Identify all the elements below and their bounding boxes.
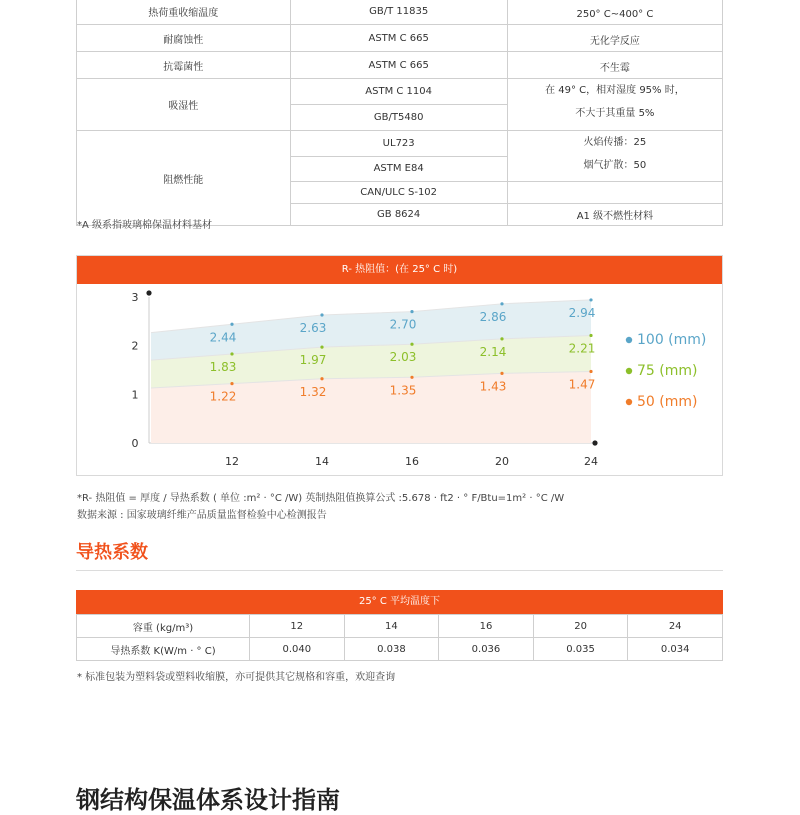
data-point bbox=[500, 302, 503, 305]
section-title: 导热系数 bbox=[76, 542, 148, 563]
x-tick-label: 14 bbox=[315, 455, 329, 468]
data-label: 1.22 bbox=[209, 389, 237, 404]
density-value: 24 bbox=[628, 615, 723, 638]
spec-standard: CAN/ULC S-102 bbox=[290, 182, 507, 204]
spec-property: 耐腐蚀性 bbox=[77, 25, 291, 52]
spec-standard: ASTM C 665 bbox=[290, 25, 507, 52]
legend-label: 100 (mm) bbox=[637, 332, 707, 348]
spec-result: 250° C~400° C bbox=[507, 0, 722, 25]
data-point bbox=[230, 323, 233, 326]
chart-note-formula: *R- 热阻值 = 厚度 / 导热系数 ( 单位 :m² · °C /W) 英制热阻值换算公式 :5.678 · ft2 · ° F/Btu=1m² · °C /W bbox=[77, 493, 565, 504]
data-point bbox=[230, 382, 233, 385]
data-point bbox=[410, 343, 413, 346]
table-row bbox=[77, 0, 723, 25]
table-row bbox=[77, 638, 723, 661]
conductivity-value: 0.040 bbox=[250, 638, 345, 661]
r-value-chart bbox=[76, 255, 723, 476]
data-label: 2.70 bbox=[389, 317, 417, 332]
data-point bbox=[589, 334, 592, 337]
data-point bbox=[410, 310, 413, 313]
table-row bbox=[77, 52, 723, 79]
data-point bbox=[320, 377, 323, 380]
spec-result-line: 不大于其重量 5% bbox=[575, 108, 655, 119]
chart-note-source: 数据来源 : 国家玻璃纤维产品质量监督检验中心检测报告 bbox=[77, 510, 327, 521]
spec-standard: GB/T 11835 bbox=[290, 0, 507, 25]
y-tick-label: 1 bbox=[131, 388, 139, 402]
data-label: 1.32 bbox=[299, 384, 327, 399]
spec-result bbox=[507, 182, 722, 204]
table-row bbox=[77, 131, 723, 157]
spec-table bbox=[76, 0, 723, 226]
data-point bbox=[500, 337, 503, 340]
y-tick-label: 3 bbox=[131, 291, 139, 304]
data-point bbox=[589, 370, 592, 373]
spec-standard: ASTM C 665 bbox=[290, 52, 507, 79]
note-base: *A 级系指玻璃棉保温材料基材 bbox=[77, 220, 213, 231]
legend-label: 75 (mm) bbox=[637, 363, 698, 379]
data-label: 2.03 bbox=[389, 350, 417, 365]
axis-end-dot bbox=[592, 440, 597, 445]
data-label: 1.97 bbox=[299, 353, 327, 368]
x-tick-label: 12 bbox=[225, 455, 239, 468]
spec-property: 热荷重收缩温度 bbox=[77, 0, 291, 25]
packaging-note: * 标准包装为塑料袋或塑料收缩膜，亦可提供其它规格和容重，欢迎查询 bbox=[77, 672, 396, 683]
data-point bbox=[320, 313, 323, 316]
density-label: 容重 (kg/m³) bbox=[77, 615, 250, 638]
y-tick-label: 2 bbox=[131, 339, 139, 353]
density-value: 16 bbox=[439, 615, 534, 638]
spec-standard: GB/T5480 bbox=[290, 105, 507, 131]
conductivity-grid bbox=[76, 614, 723, 661]
data-label: 1.47 bbox=[568, 377, 596, 392]
spec-result: A1 级不燃性材料 bbox=[507, 204, 722, 226]
data-label: 2.94 bbox=[568, 305, 596, 320]
divider bbox=[76, 570, 723, 571]
legend-label: 50 (mm) bbox=[637, 394, 698, 410]
spec-standard: ASTM E84 bbox=[290, 156, 507, 182]
spec-standard: GB 8624 bbox=[290, 204, 507, 226]
spec-result: 不生霉 bbox=[507, 52, 722, 79]
spec-result bbox=[507, 131, 722, 182]
chart-plot bbox=[77, 284, 722, 475]
chart-header: R- 热阻值：(在 25° C 时) bbox=[77, 256, 722, 284]
spec-result-line: 烟气扩散：50 bbox=[583, 160, 647, 171]
spec-result-line: 火焰传播：25 bbox=[583, 137, 647, 148]
conductivity-value: 0.034 bbox=[628, 638, 723, 661]
axis-end-dot bbox=[146, 290, 151, 295]
spec-property: 阻燃性能 bbox=[77, 131, 291, 226]
conductivity-table bbox=[76, 590, 723, 661]
density-value: 14 bbox=[344, 615, 439, 638]
data-label: 2.63 bbox=[299, 321, 327, 336]
data-point bbox=[500, 372, 503, 375]
spec-property: 抗霉菌性 bbox=[77, 52, 291, 79]
data-label: 2.21 bbox=[568, 341, 596, 356]
spec-result bbox=[507, 79, 722, 131]
data-point bbox=[410, 376, 413, 379]
conductivity-value: 0.038 bbox=[344, 638, 439, 661]
x-tick-label: 20 bbox=[495, 455, 509, 468]
bottom-title: 钢结构保温体系设计指南 bbox=[76, 786, 340, 814]
data-label: 1.43 bbox=[479, 379, 507, 394]
conductivity-value: 0.035 bbox=[533, 638, 628, 661]
spec-standard: ASTM C 1104 bbox=[290, 79, 507, 105]
legend-marker bbox=[626, 368, 632, 374]
data-point bbox=[230, 352, 233, 355]
density-value: 20 bbox=[533, 615, 628, 638]
x-tick-label: 16 bbox=[405, 455, 419, 468]
spec-result-line: 在 49° C，相对湿度 95% 时， bbox=[545, 85, 685, 96]
density-value: 12 bbox=[250, 615, 345, 638]
legend-marker bbox=[626, 399, 632, 405]
y-tick-label: 0 bbox=[131, 437, 139, 450]
x-tick-label: 24 bbox=[584, 455, 598, 468]
conductivity-label: 导热系数 K(W/m · ° C) bbox=[77, 638, 250, 661]
table-row bbox=[77, 25, 723, 52]
data-label: 2.14 bbox=[479, 344, 507, 359]
conductivity-value: 0.036 bbox=[439, 638, 534, 661]
conductivity-header: 25° C 平均温度下 bbox=[76, 590, 723, 614]
table-row bbox=[77, 79, 723, 105]
spec-result: 无化学反应 bbox=[507, 25, 722, 52]
spec-standard: UL723 bbox=[290, 131, 507, 157]
table-row bbox=[77, 615, 723, 638]
data-label: 1.83 bbox=[209, 359, 237, 374]
data-point bbox=[320, 346, 323, 349]
spec-property: 吸湿性 bbox=[77, 79, 291, 131]
legend-marker bbox=[626, 337, 632, 343]
data-label: 2.86 bbox=[479, 309, 507, 324]
data-point bbox=[589, 298, 592, 301]
data-label: 1.35 bbox=[389, 383, 417, 398]
data-label: 2.44 bbox=[209, 330, 237, 345]
